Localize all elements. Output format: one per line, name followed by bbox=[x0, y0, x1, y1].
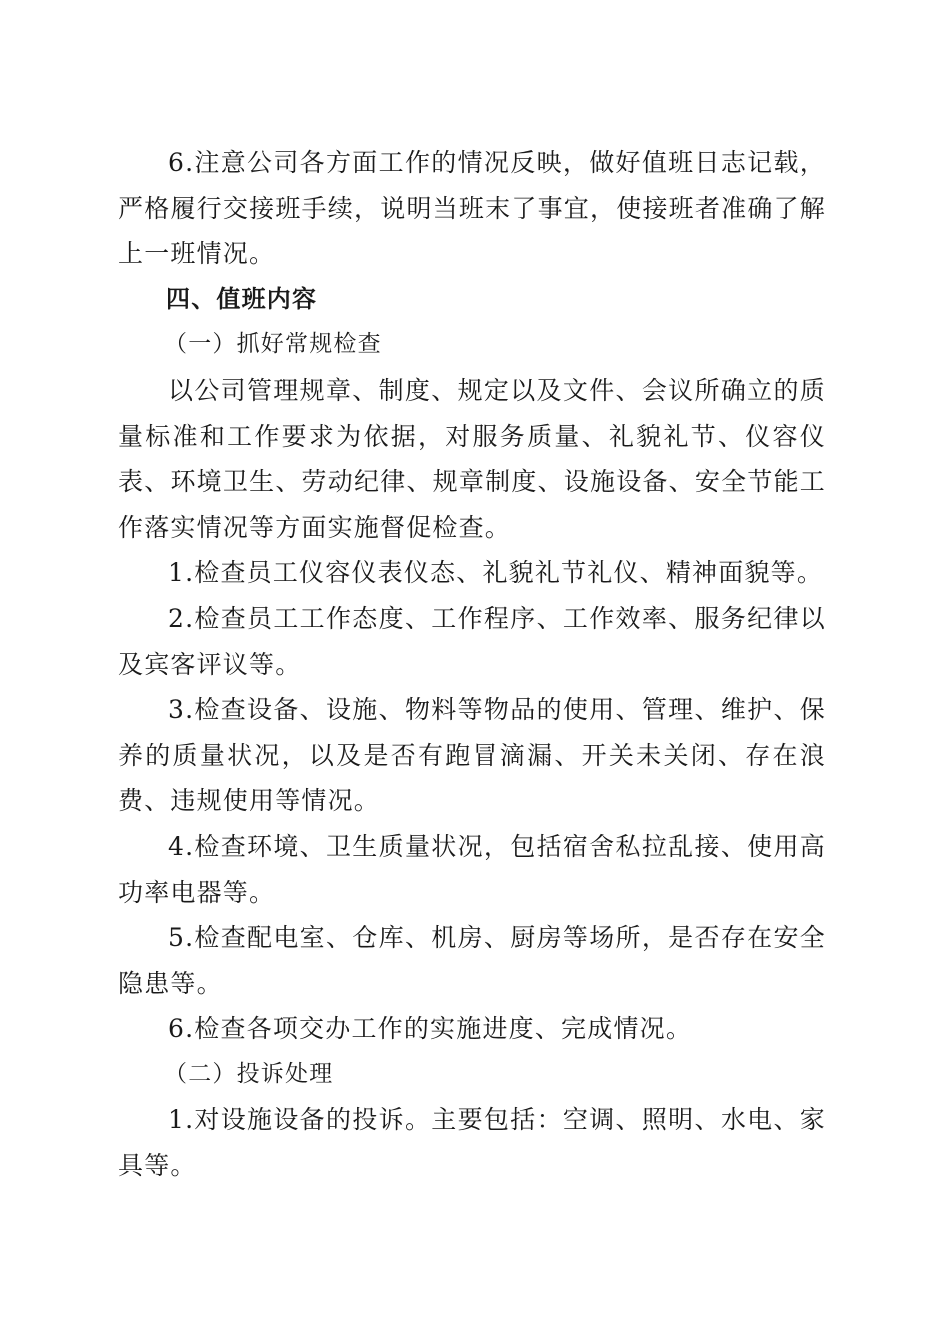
list-item-1: 1.检查员工仪容仪表仪态、礼貌礼节礼仪、精神面貌等。 bbox=[168, 558, 824, 588]
document-body bbox=[118, 140, 826, 1189]
list-item-5: 5.检查配电室、仓库、机房、厨房等场所，是否存在安全隐患等。 bbox=[118, 923, 826, 998]
list-item-2: 2.检查员工工作态度、工作程序、工作效率、服务纪律以及宾客评议等。 bbox=[118, 603, 826, 679]
list-item-3: 3.检查设备、设施、物料等物品的使用、管理、维护、保养的质量状况，以及是否有跑冒滴漏、开关未关闭、存在浪费、违规使用等情况。 bbox=[118, 695, 826, 816]
paragraph-duty-log: 6.注意公司各方面工作的情况反映，做好值班日志记载，严格履行交接班手续，说明当班末了事宜，使接班者准确了解上一班情况。 bbox=[118, 148, 826, 269]
subheading-routine-inspection: （一）抓好常规检查 bbox=[164, 331, 382, 358]
section-heading-duty-content: 四、值班内容 bbox=[166, 284, 318, 313]
subheading-complaint-handling: （二）投诉处理 bbox=[164, 1060, 334, 1087]
list-item-4: 4.检查环境、卫生质量状况，包括宿舍私拉乱接、使用高功率电器等。 bbox=[118, 831, 826, 907]
paragraph-inspection-basis: 以公司管理规章、制度、规定以及文件、会议所确立的质量标准和工作要求为依据，对服务质量、礼貌礼节、仪容仪表、环境卫生、劳动纪律、规章制度、设施设备、安全节能工作落实情况等方面实施督促检查。 bbox=[118, 375, 826, 542]
list-item-6: 6.检查各项交办工作的实施进度、完成情况。 bbox=[168, 1014, 693, 1044]
list-item-complaint-1: 1.对设施设备的投诉。主要包括：空调、照明、水电、家具等。 bbox=[118, 1105, 826, 1181]
